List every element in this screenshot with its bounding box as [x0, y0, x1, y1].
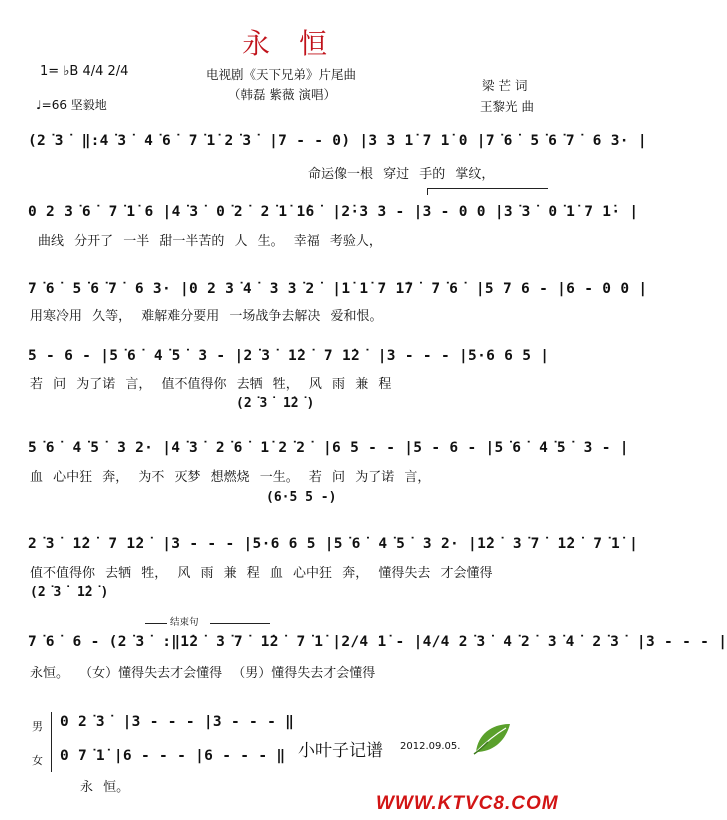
- leaf-icon: [472, 720, 512, 756]
- transcription-date: 2012.09.05.: [400, 741, 461, 752]
- website-watermark[interactable]: WWW.KTVC8.COM: [376, 793, 559, 814]
- score-line-5-alt-notes: (6·5 5 -): [266, 490, 337, 505]
- transcriber-stamp: 小叶子记谱: [298, 741, 383, 761]
- voice-label-male: 男: [32, 720, 43, 733]
- male-voice-notes: 0 2͘3͘ |3 - - - |3 - - - ‖: [60, 714, 295, 730]
- voice-brace: [51, 712, 52, 772]
- female-voice-notes: 0 7͘1̇ |6 - - - |6 - - - ‖: [60, 748, 286, 764]
- score-line-7-notes: 7͘6͘ 6 - (2͘3͘ :‖1̇2͘ 3͘7͘ 1̇2͘ 7͘1̇ |2/4 1̇ - |4/4 2͘3͘ 4͘2͘ 3͘4͘ 2͘3͘ |3 - - - |: [28, 634, 727, 650]
- page-title: 永 恒: [242, 27, 337, 60]
- coda-marker: 结束句: [170, 617, 199, 628]
- coda-line-2: [210, 623, 270, 624]
- tempo-marking: ♩=66 坚毅地: [36, 98, 107, 112]
- score-line-3-lyric: 用寒冷用 久等， 难解难分要用 一场战争去解决 爱和恨。: [30, 309, 383, 324]
- volta-bracket-1: [427, 188, 548, 195]
- score-line-4-alt-notes: (2͘3͘ 1̇2͘): [236, 396, 315, 411]
- score-line-5-notes: 5͘6͘ 4͘5͘ 3 2· |4͘3͘ 2͘6͘ 1̇ 2͘2͘ |6 5 - - |5 - 6 - |5͘6͘ 4͘5͘ 3 - |: [28, 440, 629, 456]
- score-line-3-notes: 7͘6͘ 5͘6͘7͘ 6 3· |0 2 3͘4͘ 3 3͘2͘ |1̇ 1̇ 7 1̇7͘ 7͘6͘ |5 7 6 - |6 - 0 0 |: [28, 281, 648, 297]
- score-line-2-notes: 0 2 3͘6͘ 7͘1̇ 6 |4͘3͘ 0͘2͘ 2͘1̇ 1̇6͘ |2̇·3 3 - |3 - 0 0 |3͘3͘ 0͘1̇ 7 1̇· |: [28, 204, 639, 220]
- score-line-1-notes: (2͘3͘ ‖:4͘3͘ 4͘6͘ 7͘1̇ 2͘3͘ |7 - - 0) |3 3 1̇ 7 1̇ 0 |7͘6͘ 5͘6͘7͘ 6 3· |: [28, 133, 647, 149]
- score-line-6-alt-notes: (2͘3͘ 1̇2͘): [30, 585, 109, 600]
- coda-line: [145, 623, 167, 624]
- score-line-2-lyric: 曲线 分开了 一半 甜一半苦的 人 生。 幸福 考验人，: [38, 234, 382, 249]
- singers: （韩磊 紫薇 演唱）: [228, 87, 336, 102]
- lyricist: 梁 芒 词: [482, 78, 528, 93]
- score-line-4-notes: 5 - 6 - |5͘6͘ 4͘5͘ 3 - |2͘3͘ 1̇2͘ 7 1̇2͘ |3 - - - |5·6 6 5 |: [28, 348, 550, 364]
- score-line-7-lyric: 永恒。 （女）懂得失去才会懂得 （男）懂得失去才会懂得: [30, 666, 376, 681]
- score-line-6-lyric: 值不值得你 去牺 牲， 风 雨 兼 程 血 心中狂 奔， 懂得失去 才会懂得: [30, 566, 493, 581]
- score-line-8-lyric: 永 恒。: [80, 780, 130, 795]
- score-line-4-lyric: 若 问 为了诺 言， 值不值得你 去牺 牲， 风 雨 兼 程: [30, 377, 392, 392]
- composer: 王黎光 曲: [480, 99, 534, 114]
- score-line-1-lyric: 命运像一根 穿过 手的 掌纹，: [308, 167, 495, 182]
- voice-label-female: 女: [32, 754, 43, 767]
- key-signature: 1= ♭B 4/4 2/4: [40, 64, 129, 79]
- score-line-5-lyric: 血 心中狂 奔， 为不 灭梦 想燃烧 一生。 若 问 为了诺 言，: [30, 470, 431, 485]
- subtitle: 电视剧《天下兄弟》片尾曲: [206, 67, 357, 82]
- score-line-6-notes: 2͘3͘ 1̇2͘ 7 1̇2͘ |3 - - - |5·6 6 5 |5͘6͘ 4͘5͘ 3 2· |1̇2͘ 3͘7͘ 1̇2͘ 7͘1̇ |: [28, 536, 639, 552]
